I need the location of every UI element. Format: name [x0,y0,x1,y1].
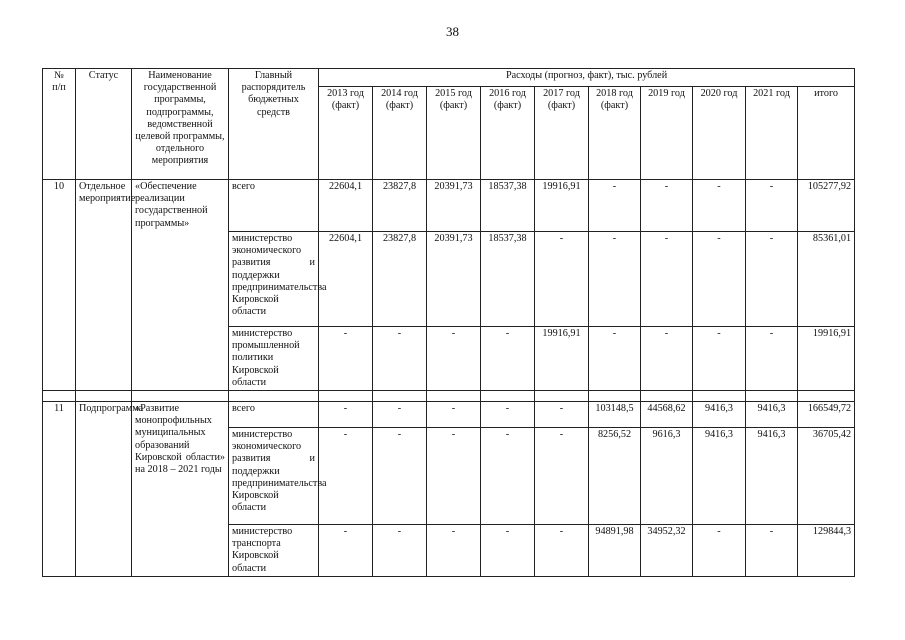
row-total: 36705,42 [798,428,855,525]
header-year: 2014 год (факт) [373,87,427,180]
row-value: - [373,327,427,391]
row-value: 22604,1 [319,232,373,327]
row-total: 85361,01 [798,232,855,327]
row-value: - [746,525,798,577]
header-year: 2020 год [693,87,746,180]
row-admin: министерство транспорта Кировской области [229,525,319,577]
row-total: 105277,92 [798,180,855,232]
row-value: 9416,3 [693,402,746,428]
row-value: - [535,428,589,525]
row-program-name: «Развитие монопрофильных муниципальных образований Кировской области» на 2018 – 2021 годы [132,402,229,577]
row-admin: всего [229,402,319,428]
row-value: - [589,232,641,327]
header-year: 2015 год (факт) [427,87,481,180]
row-value: - [427,402,481,428]
row-value: - [319,402,373,428]
header-year: 2016 год (факт) [481,87,535,180]
row-num: 11 [43,402,76,577]
row-value: - [589,180,641,232]
header-year: 2017 год (факт) [535,87,589,180]
header-year: 2021 год [746,87,798,180]
row-value: - [746,180,798,232]
row-admin: министерство экономического развития и поддержки предпринимательства Кировской области [229,428,319,525]
row-value: - [427,428,481,525]
row-num: 10 [43,180,76,391]
row-value: 94891,98 [589,525,641,577]
page-number: 38 [446,24,459,39]
row-value: - [535,525,589,577]
row-value: - [481,327,535,391]
row-value: - [373,525,427,577]
row-value: - [746,232,798,327]
row-value: - [427,525,481,577]
row-value: - [535,232,589,327]
row-value: 19916,91 [535,180,589,232]
row-value: - [693,232,746,327]
header-year: 2018 год (факт) [589,87,641,180]
header-num: № п/п [43,69,76,180]
row-value: 18537,38 [481,180,535,232]
row-value: - [693,180,746,232]
row-value: 9416,3 [746,402,798,428]
table-row [43,402,855,428]
header-name: Наименование государственной программы, подпрограммы, ведомственной целевой программы, отдельного мероприятия [132,69,229,180]
row-value: 20391,73 [427,180,481,232]
row-value: - [427,327,481,391]
row-value: - [319,327,373,391]
row-value: 22604,1 [319,180,373,232]
separator-row [43,391,855,402]
row-value: 19916,91 [535,327,589,391]
row-total: 129844,3 [798,525,855,577]
row-value: 23827,8 [373,232,427,327]
expenses-table [42,68,855,577]
row-value: 23827,8 [373,180,427,232]
row-value: - [641,232,693,327]
header-admin: Главный распорядитель бюджетных средств [229,69,319,180]
row-total: 19916,91 [798,327,855,391]
row-value: 103148,5 [589,402,641,428]
row-value: 20391,73 [427,232,481,327]
row-program-name: «Обеспечение реализации государственной программы» [132,180,229,391]
header-expenses: Расходы (прогноз, факт), тыс. рублей [319,69,855,87]
row-value: - [373,428,427,525]
row-value: 9416,3 [746,428,798,525]
row-value: - [319,525,373,577]
row-value: - [481,525,535,577]
row-value: 9616,3 [641,428,693,525]
row-admin: министерство экономического развития и поддержки предпринимательства Кировской области [229,232,319,327]
row-value: 18537,38 [481,232,535,327]
row-admin: всего [229,180,319,232]
row-value: 34952,32 [641,525,693,577]
row-value: 9416,3 [693,428,746,525]
row-status: Отдельное мероприятие [76,180,132,391]
row-status: Подпрограмма [76,402,132,577]
row-value: - [693,525,746,577]
table-row [43,180,855,232]
header-year: итого [798,87,855,180]
row-value: - [535,402,589,428]
row-value: - [481,428,535,525]
header-year: 2013 год (факт) [319,87,373,180]
row-value: 44568,62 [641,402,693,428]
row-value: 8256,52 [589,428,641,525]
row-value: - [319,428,373,525]
row-value: - [693,327,746,391]
row-value: - [641,327,693,391]
header-status: Статус [76,69,132,180]
row-total: 166549,72 [798,402,855,428]
row-admin: министерство промышленной политики Кировской области [229,327,319,391]
row-value: - [746,327,798,391]
header-year: 2019 год [641,87,693,180]
row-value: - [481,402,535,428]
row-value: - [373,402,427,428]
row-value: - [641,180,693,232]
row-value: - [589,327,641,391]
